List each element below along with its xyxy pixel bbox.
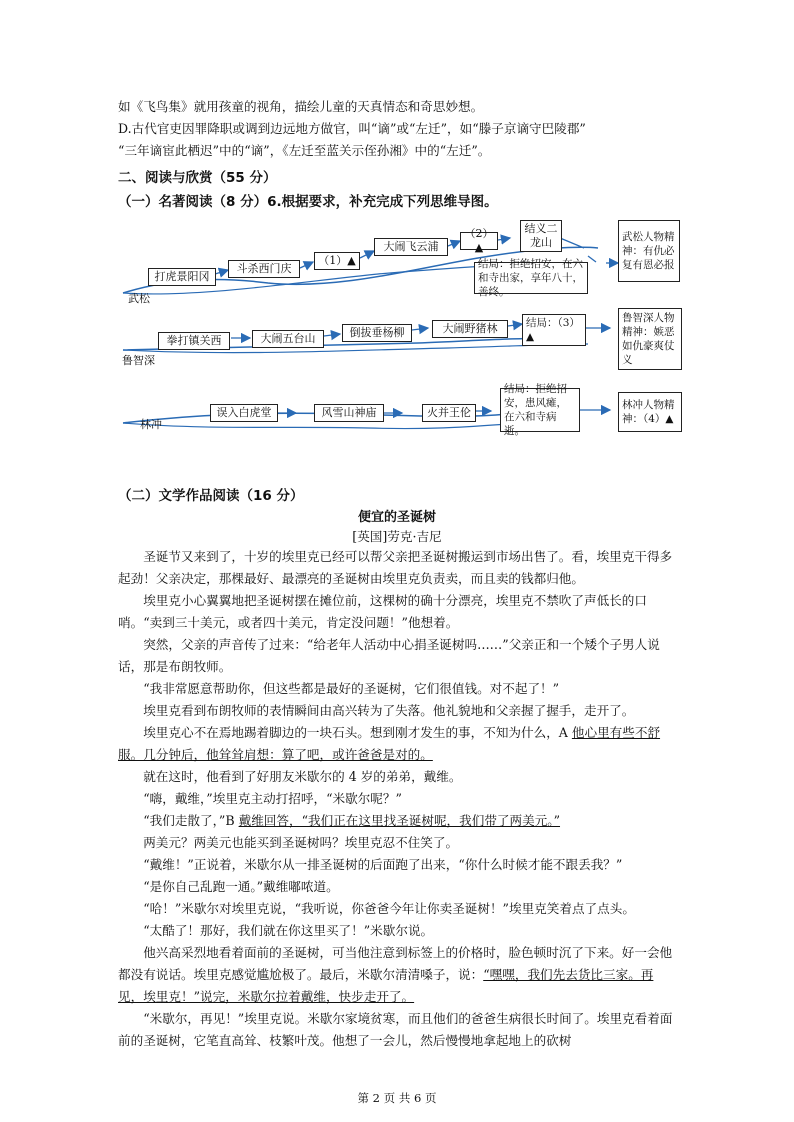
wusong-step-4: 大闹飞云浦 xyxy=(374,238,448,256)
story-paragraph-7: 就在这时，他看到了好朋友米歇尔的 4 岁的弟弟，戴维。 xyxy=(143,769,462,784)
mind-map xyxy=(118,218,698,450)
subsection-title-classics: （一）名著阅读（8 分）6.根据要求，补充完成下列思维导图。 xyxy=(118,194,498,210)
story-title: 便宜的圣诞树 xyxy=(357,510,436,525)
story-paragraph-4: “我非常愿意帮助你，但这些都是最好的圣诞树，它们很值钱。对不起了！” xyxy=(143,681,560,696)
luzhishen-label: 鲁智深 xyxy=(122,354,155,367)
underlined-sentence-c: “嘿嘿，我们先去货比三家。再见，埃里克！”说完，米歇尔拉着戴维，快步走开了。 xyxy=(118,967,654,1004)
story-paragraph-16: “米歇尔，再见！”埃里克说。米歇尔家境贫寒，而且他们的爸爸生病很长时间了。埃里克看着面前的圣诞树，它笔直高耸、枝繁叶茂。他想了一会儿，然后慢慢地拿起地上的砍树 xyxy=(118,1011,673,1048)
story-paragraph-11: “戴维！”正说着，米歇尔从一排圣诞树的后面跑了出来，“你什么时候才能不跟丢我？” xyxy=(143,857,623,872)
linchong-step-1: 误入白虎堂 xyxy=(210,404,278,422)
luzhishen-step-3: 倒拔垂杨柳 xyxy=(342,324,412,342)
intro-line-3: “三年谪宦此栖迟”中的“谪”，《左迁至蓝关示侄孙湘》中的“左迁”。 xyxy=(118,143,491,158)
story-paragraph-2: 埃里克小心翼翼地把圣诞树摆在摊位前，这棵树的确十分漂亮，埃里克不禁吹了声低长的口哨。“卖到三十美元，或者四十美元，肯定没问题！”他想着。 xyxy=(118,593,647,630)
story-paragraph-3: 突然，父亲的声音传了过来：“给老年人活动中心捐圣诞树吗……”父亲正和一个矮个子男人说话，那是布朗牧师。 xyxy=(118,637,660,674)
wusong-blank-2: （2）▲ xyxy=(460,232,498,250)
intro-line-2: D.古代官吏因罪降职或调到边远地方做官，叫“谪”或“左迁”，如“滕子京谪守巴陵郡” xyxy=(118,121,586,136)
wusong-spirit: 武松人物精神：有仇必复有恩必报 xyxy=(618,220,680,282)
story-paragraph-6-lead: 埃里克心不在焉地踢着脚边的一块石头。想到刚才发生的事，不知为什么，A xyxy=(143,725,572,740)
story-paragraph-9 xyxy=(118,810,678,832)
linchong-step-2: 风雪山神庙 xyxy=(314,404,384,422)
luzhishen-step-2: 大闹五台山 xyxy=(252,330,324,348)
linchong-ending: 结局：拒绝招安，患风瘫，在六和寺病逝。 xyxy=(500,388,580,432)
luzhishen-step-1: 拳打镇关西 xyxy=(158,332,230,350)
story-paragraph-13: “哈！”米歇尔对埃里克说，“我听说，你爸爸今年让你卖圣诞树！”埃里克笑着点了点头。 xyxy=(143,901,635,916)
story-paragraph-15-lead: 他兴高采烈地看着面前的圣诞树，可当他注意到标签上的价格时，脸色顿时沉了下来。好一会他都没有说话。埃里克感觉尴尬极了。最后，米歇尔清清嗓子，说： xyxy=(118,945,673,982)
wusong-step-6: 结义二龙山 xyxy=(520,220,562,252)
wusong-step-2: 斗杀西门庆 xyxy=(228,260,300,278)
intro-line-1: 如《飞鸟集》就用孩童的视角，描绘儿童的天真情态和奇思妙想。 xyxy=(118,99,484,114)
wusong-label: 武松 xyxy=(128,292,150,305)
story-paragraph-5: 埃里克看到布朗牧师的表情瞬间由高兴转为了失落。他礼貌地和父亲握了握手，走开了。 xyxy=(143,703,635,718)
story-paragraph-14: “太酷了！那好，我们就在你这里买了！”米歇尔说。 xyxy=(143,923,434,938)
wusong-blank-1: （1）▲ xyxy=(314,252,360,270)
story-paragraph-12: “是你自己乱跑一通。”戴维嘟哝道。 xyxy=(143,879,339,894)
wusong-step-1: 打虎景阳冈 xyxy=(148,268,216,286)
underlined-sentence-a: 他心里有些不舒服。几分钟后，他耸耸肩想：算了吧，或许爸爸是对的。 xyxy=(118,725,661,762)
story-paragraph-1: 圣诞节又来到了，十岁的埃里克已经可以帮父亲把圣诞树搬运到市场出售了。看，埃里克干得多起劲！父亲决定，那棵最好、最漂亮的圣诞树由埃里克负责卖，而且卖的钱都归他。 xyxy=(118,549,673,586)
section-title: 二、阅读与欣赏（55 分） xyxy=(118,170,277,186)
luzhishen-ending: 结局：（3）▲ xyxy=(522,314,586,346)
story-paragraph-9-lead: “我们走散了，”B xyxy=(143,813,239,828)
wusong-ending: 结局：拒绝招安，在六和寺出家，享年八十，善终。 xyxy=(474,262,588,294)
linchong-label: 林冲 xyxy=(140,418,162,431)
story-author: [英国]劳克·吉尼 xyxy=(352,529,442,544)
page-footer: 第 2 页 共 6 页 xyxy=(357,1091,437,1105)
story-paragraph-10: 两美元？两美元也能买到圣诞树吗？埃里克忍不住笑了。 xyxy=(143,835,459,850)
linchong-spirit: 林冲人物精神：（4）▲ xyxy=(618,392,682,432)
subsection-title-literature: （二）文学作品阅读（16 分） xyxy=(118,488,304,504)
story-paragraph-8: “嗨，戴维，”埃里克主动打招呼，“米歇尔呢？” xyxy=(143,791,402,806)
story-paragraph-6 xyxy=(118,722,678,766)
linchong-step-3: 火并王伦 xyxy=(422,404,476,422)
story-paragraph-15 xyxy=(118,942,678,1008)
underlined-sentence-b: 戴维回答，“我们正在这里找圣诞树呢，我们带了两美元。” xyxy=(238,813,561,828)
luzhishen-step-4: 大闹野猪林 xyxy=(432,320,508,338)
luzhishen-spirit: 鲁智深人物精神：嫉恶如仇豪爽仗义 xyxy=(618,308,682,370)
